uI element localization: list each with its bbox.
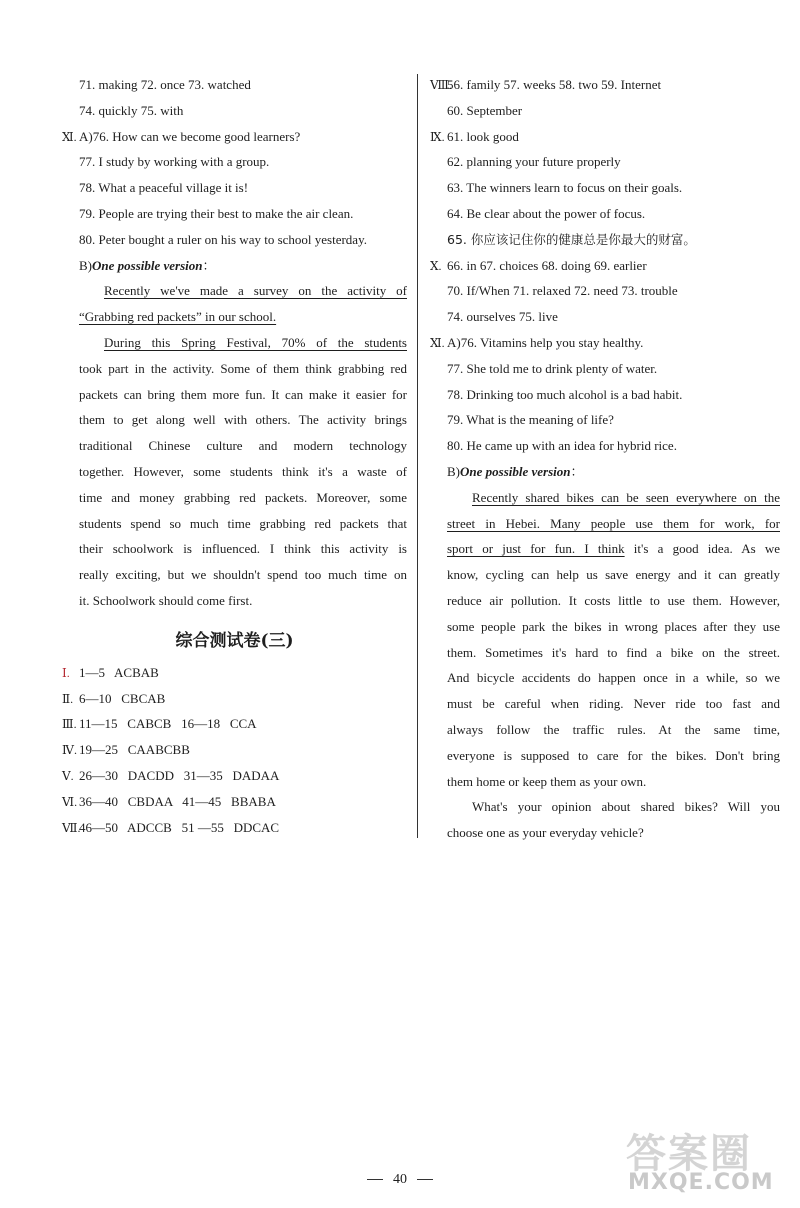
- section-title: 综合测试卷(三): [175, 630, 294, 651]
- section-number: Ⅴ.: [62, 768, 74, 783]
- essay-line: What's your opinion about shared bikes? Will you: [472, 799, 780, 815]
- essay-text-underlined: sport or just for fun. I think: [447, 541, 625, 557]
- essay-line: took part in the activity. Some of them think grabbing red: [79, 360, 407, 376]
- answer-line: 77. I study by working with a group.: [79, 154, 270, 170]
- dash-left: [367, 1179, 383, 1180]
- answer-line: 80. Peter bought a ruler on his way to school yesterday.: [79, 231, 367, 247]
- essay-line: choose one as your everyday vehicle?: [447, 825, 644, 841]
- essay-line: And bicycle accidents do happen once in a while, so we: [447, 670, 780, 686]
- essay-line-underlined: Recently shared bikes can be seen everywhere on the: [472, 489, 780, 505]
- essay-line: them to get along well with others. The activity brings: [79, 412, 407, 428]
- answer-key-text: 26—30 DACDD 31—35 DADAA: [79, 767, 280, 783]
- section-number: Ⅶ.: [62, 820, 81, 835]
- answer-line: 78. Drinking too much alcohol is a bad habit.: [447, 386, 683, 402]
- answer-line: 65. 你应该记住你的健康总是你最大的财富。: [447, 231, 696, 247]
- answer-line: 79. What is the meaning of life?: [447, 412, 614, 428]
- answer-key-row: [62, 789, 407, 815]
- section-number: Ⅵ.: [62, 794, 78, 809]
- answer-key-row: [62, 815, 407, 841]
- essay-line: them. Sometimes it's hard to find a bike on the street.: [447, 644, 780, 660]
- dash-right: [417, 1179, 433, 1180]
- answer-key-row: [62, 660, 407, 686]
- page-number: 40: [0, 1172, 800, 1188]
- answer-key-text: 6—10 CBCAB: [79, 690, 166, 706]
- essay-line: traditional Chinese culture and modern technology: [79, 438, 407, 454]
- essay-line: packets can bring them more fun. It can make it easier for: [79, 386, 407, 402]
- answer-key-text: 36—40 CBDAA 41—45 BBABA: [79, 793, 276, 809]
- essay-line-underlined: “Grabbing red packets” in our school.: [79, 309, 277, 325]
- essay-line: know, cycling can help us save energy and it can greatly: [447, 567, 780, 583]
- answer-key-text: 1—5 ACBAB: [79, 664, 159, 680]
- answer-line: 74. quickly 75. with: [79, 102, 184, 118]
- essay-line: together. However, some students think it's a waste of: [79, 463, 407, 479]
- answer-line: 64. Be clear about the power of focus.: [447, 205, 646, 221]
- essay-line: everyone is supposed to care for the bikes. Don't bring: [447, 747, 780, 763]
- answer-key-row: [62, 737, 407, 763]
- section-number: Ⅸ.: [430, 129, 445, 144]
- answer-line: 79. People are trying their best to make the air clean.: [79, 205, 354, 221]
- essay-line: sport or just for fun. I think it's a good idea. As we: [447, 541, 780, 557]
- answer-line: 78. What a peaceful village it is!: [79, 180, 249, 196]
- watermark-url: MXQE.COM: [628, 1170, 774, 1195]
- answer-line: 77. She told me to drink plenty of water.: [447, 360, 658, 376]
- answer-key-row: [62, 686, 407, 712]
- section-number: Ⅹ.: [430, 258, 442, 273]
- section-number: Ⅳ.: [62, 743, 77, 758]
- answer-line: 70. If/When 71. relaxed 72. need 73. trouble: [447, 283, 678, 299]
- essay-line: time and money grabbing red packets. Moreover, some: [79, 489, 407, 505]
- answer-key-row: [62, 763, 407, 789]
- essay-line: it. Schoolwork should come first.: [79, 592, 253, 608]
- essay-line-underlined: street in Hebei. Many people use them for work, for: [447, 515, 780, 531]
- answer-line: 62. planning your future properly: [447, 154, 621, 170]
- answer-key-list: [62, 660, 407, 841]
- version-heading: B)One possible version：: [447, 463, 584, 479]
- essay-line: really exciting, but we shouldn't spend too much time on: [79, 567, 407, 583]
- essay-line: must be careful when riding. Never ride too fast and: [447, 696, 780, 712]
- answer-key-text: 11—15 CABCB 16—18 CCA: [79, 716, 257, 732]
- answer-key-text: 46—50 ADCCB 51 —55 DDCAC: [79, 819, 280, 835]
- answer-line: 71. making 72. once 73. watched: [79, 77, 251, 92]
- watermark-logo: 答案圈: [626, 1131, 752, 1177]
- essay-line-underlined: Recently we've made a survey on the activity of: [104, 283, 407, 299]
- answer-line: 80. He came up with an idea for hybrid rice.: [447, 438, 677, 454]
- essay-line: their schoolwork is influenced. I think this activity is: [79, 541, 407, 557]
- essay-line-underlined: During this Spring Festival, 70% of the students: [104, 334, 407, 350]
- answer-line: 60. September: [447, 102, 523, 118]
- left-column: [62, 72, 407, 840]
- answer-key-row: [62, 711, 407, 737]
- right-column: Ⅷ.56. family 57. weeks 58. two 59. Internet 60. September Ⅸ. 61. look good 62. planning your future properly 63. The winners learn to focus on their goals. 64. Be clear about the power of focus. 65. 你应该记住你的健康总是你最大的财富。 Ⅹ. 66. in 67. choices 68. doing 69. earlier 70. If/When 71. relaxed 72. need 73. trouble 74. ourselves 75. live Ⅺ. A)76. Vitamins help you stay healthy. 77. She told me to drink plenty of water. 78. Drinking too much alcohol is a bad habit. 79. What is the meaning of life? 80. He came up with an idea for hybrid rice. B)One possible version： Recently shared bikes can be seen everywhere on the street in Hebei. Many people use them for work, for sport or just for fun. I think it's a good idea. As we know, cycling can help us save energy and it can greatly reduce air pollution. It costs little to use them. However, some people park the bikes in wrong places after they use them. Sometimes it's hard to find a bike on the street. And bicycle accidents do happen once in a while, so we must be careful when riding. Never ride too fast and always follow the traffic rules. At the same time, everyone is supposed to care for the bikes. Don't bring them home or keep them as your own. What's your opinion about shared bikes? Will you choose one as your everyday vehicle?: [430, 72, 780, 846]
- essay-line: students spend so much time grabbing red packets that: [79, 515, 407, 531]
- version-heading: B)One possible version：: [79, 257, 216, 273]
- answer-line: 74. ourselves 75. live: [447, 309, 558, 325]
- essay-line: them home or keep them as your own.: [447, 773, 647, 789]
- section-number: Ⅲ.: [62, 717, 77, 732]
- essay-line: some people park the bikes in wrong places after they use: [447, 618, 780, 634]
- section-number: Ⅺ.: [62, 129, 77, 144]
- section-number: Ⅷ.: [430, 78, 452, 92]
- answer-line: Ⅺ. A)76. How can we become good learners?: [62, 124, 407, 150]
- essay-line: always follow the traffic rules. At the same time,: [447, 721, 780, 737]
- answer-line: 63. The winners learn to focus on their goals.: [447, 180, 683, 196]
- section-number: Ⅺ.: [430, 335, 445, 350]
- section-number: Ⅰ.: [62, 665, 70, 680]
- section-number: Ⅱ.: [62, 691, 74, 706]
- column-divider: [417, 74, 418, 838]
- answer-key-text: 19—25 CAABCBB: [79, 742, 190, 758]
- essay-line: reduce air pollution. It costs little to use them. However,: [447, 592, 780, 608]
